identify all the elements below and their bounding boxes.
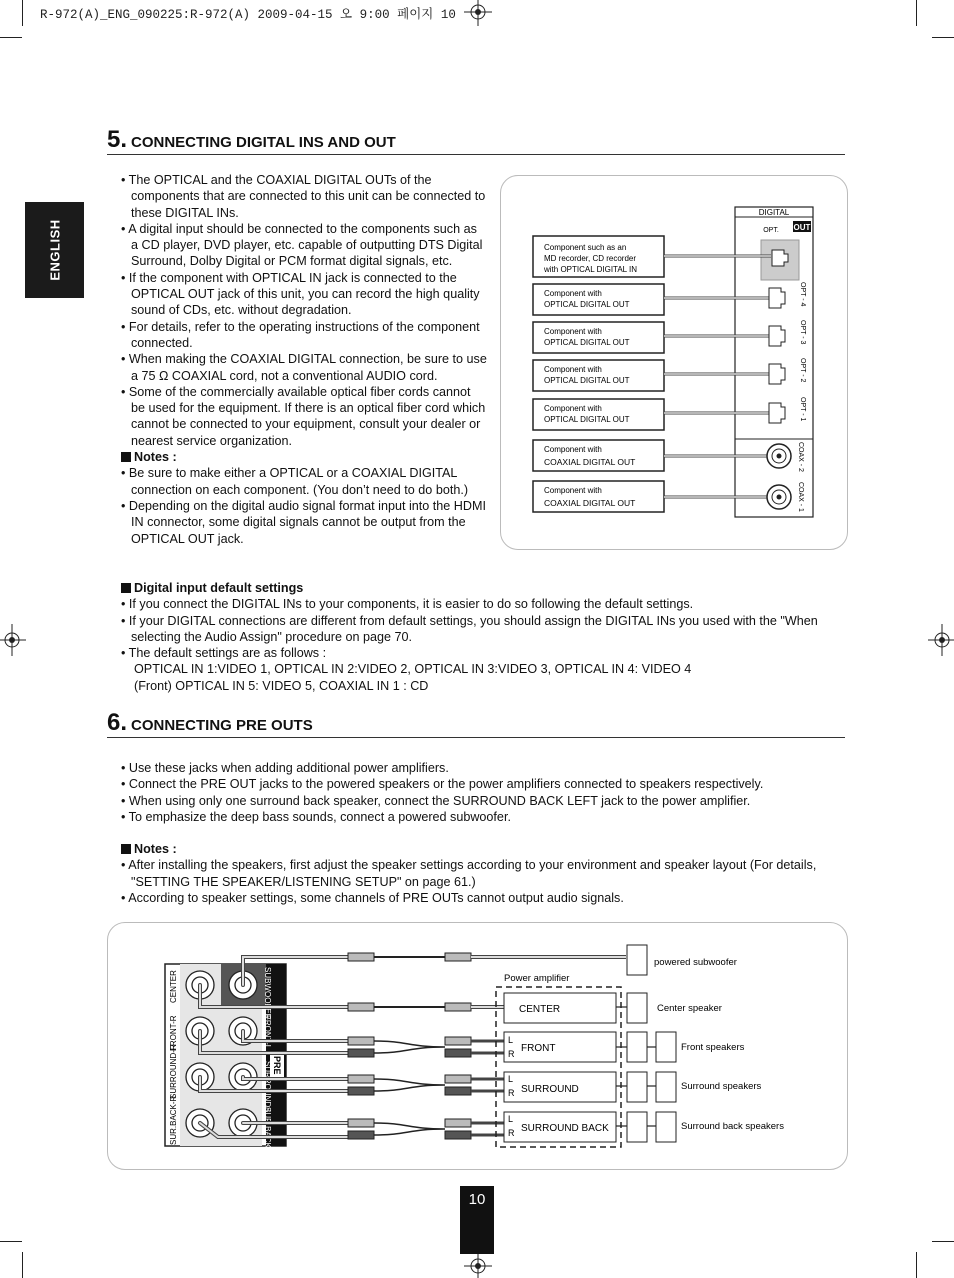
- svg-text:L: L: [508, 1074, 514, 1084]
- square-bullet-icon: [121, 583, 131, 593]
- svg-text:COAXIAL DIGITAL OUT: COAXIAL DIGITAL OUT: [544, 457, 636, 467]
- speaker-label-surround-back: Surround back speakers: [681, 1121, 784, 1132]
- pre-label: PRE: [272, 1056, 282, 1075]
- crop-mark: [932, 1241, 954, 1242]
- svg-text:Component with: Component with: [544, 445, 602, 454]
- out-label: OUT: [793, 223, 811, 232]
- svg-text:SURROUND: SURROUND: [521, 1084, 579, 1095]
- language-tab-label: ENGLISH: [47, 219, 62, 281]
- square-bullet-icon: [121, 844, 131, 854]
- list-item: • According to speaker settings, some channels of PRE OUTs cannot output audio signals.: [121, 891, 624, 906]
- svg-text:COAX - 1: COAX - 1: [797, 482, 804, 512]
- spacer: [121, 825, 847, 841]
- panel-label-surback-r: SUR.BACK-R: [169, 1095, 178, 1145]
- surround-back-speaker-icon: [627, 1112, 647, 1142]
- speaker-label-front: Front speakers: [681, 1042, 745, 1053]
- page-number-tab: [460, 1186, 494, 1254]
- svg-text:Component with: Component with: [544, 365, 602, 374]
- default-settings-block: [121, 580, 845, 694]
- svg-text:MD recorder, CD recorder: MD recorder, CD recorder: [544, 254, 637, 263]
- opt-label: OPT.: [763, 227, 779, 234]
- svg-text:FRONT: FRONT: [521, 1043, 556, 1054]
- svg-text:Component with: Component with: [544, 289, 602, 298]
- svg-text:OPTICAL DIGITAL OUT: OPTICAL DIGITAL OUT: [544, 338, 630, 347]
- list-item: • If you connect the DIGITAL INs to your components, it is easier to do so following the default settings.: [121, 597, 694, 612]
- subwoofer-speaker-icon: [627, 945, 647, 975]
- front-speaker-icon: [656, 1032, 676, 1062]
- language-tab: [25, 202, 84, 298]
- list-item: • The OPTICAL and the COAXIAL DIGITAL OUTs of the components that are connected to this unit can be connected to these DIGITAL INs.: [121, 173, 486, 220]
- svg-text:CENTER: CENTER: [519, 1004, 561, 1015]
- surround-speaker-icon: [656, 1072, 676, 1102]
- crop-mark: [22, 1252, 23, 1278]
- list-item: • Connect the PRE OUT jacks to the powered speakers or the power amplifiers connected to speakers respectively.: [121, 777, 764, 792]
- panel-label-front-r: FRONT-R: [169, 1015, 178, 1051]
- registration-mark-icon: [0, 624, 26, 656]
- svg-text:R: R: [508, 1088, 515, 1098]
- defaults-line: (Front) OPTICAL IN 5: VIDEO 5, COAXIAL IN 1 : CD: [134, 678, 429, 693]
- panel-title: DIGITAL: [758, 208, 790, 217]
- list-item: • A digital input should be connected to the components such as a CD player, DVD player, etc. capable of outputting DTS Digital Surround, Dolby Digital or PCM format digital signals, etc.: [121, 221, 483, 269]
- panel-label-surround-r: SURROUND-R: [169, 1044, 178, 1099]
- list-item: • Some of the commercially available optical fiber cords cannot be used for the equipment. If there is an optical fiber cord which cannot be connected to your equipment, consult your dealer or nearest service organization.: [121, 384, 486, 448]
- list-item: • Use these jacks when adding additional power amplifiers.: [121, 761, 449, 775]
- notes-heading: Notes :: [121, 841, 847, 857]
- panel-label-center: CENTER: [169, 970, 178, 1003]
- front-speaker-icon: [627, 1032, 647, 1062]
- center-speaker-icon: [627, 993, 647, 1023]
- svg-text:COAXIAL DIGITAL OUT: COAXIAL DIGITAL OUT: [544, 498, 636, 508]
- section-5-body: [121, 172, 487, 547]
- registration-mark-icon: [928, 624, 954, 656]
- list-item: • When using only one surround back speaker, connect the SURROUND BACK LEFT jack to the power amplifier.: [121, 793, 751, 808]
- defaults-heading: Digital input default settings: [121, 580, 845, 596]
- section-5-title: 5. CONNECTING DIGITAL INS AND OUT: [107, 126, 845, 155]
- power-amp-title: Power amplifier: [504, 973, 570, 984]
- panel-label-front-l: FRONT-L: [263, 1015, 272, 1050]
- speaker-wires: [616, 1007, 656, 1126]
- pre-out-connection-diagram: [107, 922, 848, 1170]
- svg-text:OPT - 1: OPT - 1: [799, 397, 806, 422]
- svg-text:SURROUND BACK: SURROUND BACK: [521, 1123, 609, 1134]
- list-item: • The default settings are as follows :: [121, 646, 327, 661]
- crop-mark: [916, 0, 917, 26]
- svg-text:COAX - 2: COAX - 2: [797, 442, 804, 472]
- svg-text:Component with: Component with: [544, 327, 602, 336]
- digital-diagram-svg: [501, 176, 847, 549]
- svg-text:Component with: Component with: [544, 404, 602, 413]
- pre-out-diagram-svg: [108, 923, 847, 1169]
- list-item: • For details, refer to the operating instructions of the component connected.: [121, 319, 480, 350]
- surround-back-speaker-icon: [656, 1112, 676, 1142]
- crop-mark: [0, 37, 22, 38]
- svg-text:with OPTICAL DIGITAL IN: with OPTICAL DIGITAL IN: [544, 265, 638, 274]
- square-bullet-icon: [121, 452, 131, 462]
- svg-text:Component with: Component with: [544, 486, 602, 495]
- svg-text:Component such as an: Component such as an: [544, 243, 627, 252]
- speaker-label-surround: Surround speakers: [681, 1081, 762, 1092]
- panel-label-surback-l: SUR.BACK-L: [263, 1107, 272, 1156]
- list-item: • If the component with OPTICAL IN jack is connected to the OPTICAL OUT jack of this unit, you can record the high quality sound of CDs, etc. without degradation.: [121, 270, 480, 318]
- speaker-label-subwoofer: powered subwoofer: [654, 957, 737, 968]
- crop-mark: [932, 37, 954, 38]
- list-item: • Be sure to make either a OPTICAL or a COAXIAL DIGITAL connection on each component. (You don’t need to do both.): [121, 466, 469, 497]
- crop-mark: [916, 1252, 917, 1278]
- speaker-label-center: Center speaker: [657, 1003, 722, 1014]
- list-item: • After installing the speakers, first adjust the speaker settings according to your environment and speaker layout (For details, "SETTING THE SPEAKER/LISTENING SETUP" on page 61.): [121, 858, 817, 889]
- digital-connection-diagram: [500, 175, 848, 550]
- svg-text:OPT - 3: OPT - 3: [799, 320, 806, 345]
- surround-speaker-icon: [627, 1072, 647, 1102]
- registration-mark-icon: [462, 1252, 494, 1278]
- panel-label-subwoofer: SUBWOOFER: [263, 967, 272, 1020]
- list-item: • Depending on the digital audio signal format input into the HDMI IN connector, some digital signals cannot be output from the OPTICAL OUT jack.: [121, 498, 486, 546]
- list-item: • When making the COAXIAL DIGITAL connection, be sure to use a 75 Ω COAXIAL cord, not a conventional AUDIO cord.: [121, 352, 487, 383]
- svg-text:L: L: [508, 1035, 514, 1045]
- registration-mark-icon: [462, 0, 494, 26]
- rca-cable-set: [348, 953, 471, 1139]
- svg-text:OPT - 2: OPT - 2: [799, 358, 806, 383]
- crop-mark: [0, 1241, 22, 1242]
- svg-text:L: L: [508, 1114, 514, 1124]
- notes-heading: Notes :: [121, 449, 487, 465]
- svg-text:OPTICAL DIGITAL OUT: OPTICAL DIGITAL OUT: [544, 300, 630, 309]
- page-number: 10: [468, 1191, 486, 1208]
- defaults-line: OPTICAL IN 1:VIDEO 1, OPTICAL IN 2:VIDEO 2, OPTICAL IN 3:VIDEO 3, OPTICAL IN 4: VIDEO 4: [134, 662, 692, 677]
- section-6-title: 6. CONNECTING PRE OUTS: [107, 709, 845, 738]
- svg-text:R: R: [508, 1128, 515, 1138]
- svg-text:OPTICAL DIGITAL OUT: OPTICAL DIGITAL OUT: [544, 415, 630, 424]
- svg-text:OPT - 4: OPT - 4: [799, 282, 806, 307]
- crop-mark: [22, 0, 23, 26]
- section-6-body: [121, 760, 847, 906]
- print-header: R-972(A)_ENG_090225:R-972(A) 2009-04-15 오 9:00 페이지 10: [40, 8, 456, 22]
- list-item: • If your DIGITAL connections are different from default settings, you should assign the DIGITAL INs you used with the "When selecting the Audio Assign" procedure on page 70.: [121, 613, 818, 644]
- svg-text:OPTICAL DIGITAL OUT: OPTICAL DIGITAL OUT: [544, 376, 630, 385]
- list-item: • To emphasize the deep bass sounds, connect a powered subwoofer.: [121, 809, 511, 824]
- panel-label-surround-l: SURROUND-L: [263, 1061, 272, 1115]
- svg-text:R: R: [508, 1049, 515, 1059]
